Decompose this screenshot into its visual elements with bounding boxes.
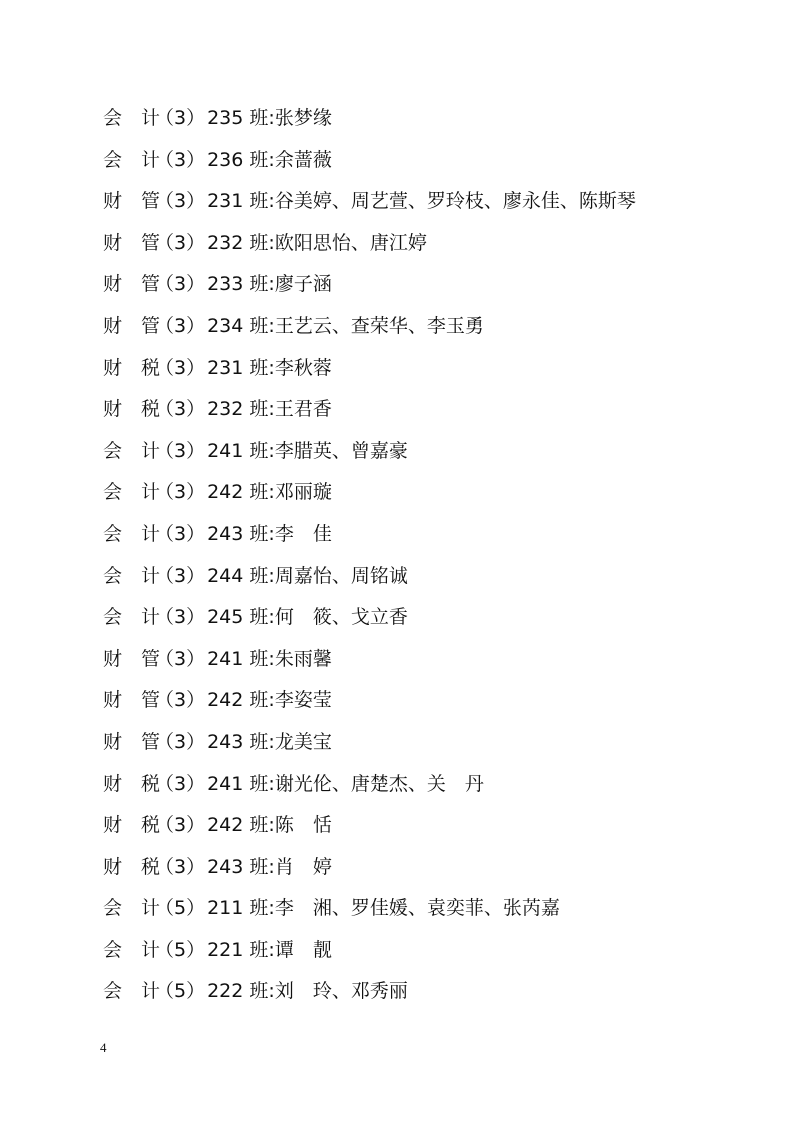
major-label: 会 计 <box>103 564 161 587</box>
list-item <box>103 140 743 182</box>
major-label: 财 税 <box>103 772 161 795</box>
list-item <box>103 431 743 473</box>
student-names: 王君香 <box>274 398 332 421</box>
student-names: 余蔷薇 <box>274 148 332 171</box>
student-names: 欧阳思怡、唐江婷 <box>274 231 427 254</box>
level-label: （3） <box>155 273 206 296</box>
class-label: 211 班: <box>207 897 275 920</box>
student-names: 谢光伦、唐楚杰、关 丹 <box>274 772 484 795</box>
list-item <box>103 181 743 223</box>
class-label: 244 班: <box>207 564 275 587</box>
list-item <box>103 264 743 306</box>
level-label: （3） <box>155 689 206 712</box>
list-item <box>103 472 743 514</box>
major-label: 财 税 <box>103 398 161 421</box>
list-item <box>103 389 743 431</box>
level-label: （3） <box>155 356 206 379</box>
class-label: 231 班: <box>207 356 275 379</box>
level-label: （3） <box>155 148 206 171</box>
level-label: （3） <box>155 107 206 129</box>
class-label: 245 班: <box>207 606 275 629</box>
level-label: （5） <box>155 938 206 961</box>
level-label: （3） <box>155 730 206 753</box>
major-label: 财 管 <box>103 689 161 712</box>
major-label: 会 计 <box>103 522 161 545</box>
level-label: （3） <box>155 522 206 545</box>
class-label: 242 班: <box>207 814 275 837</box>
major-label: 会 计 <box>103 938 161 961</box>
level-label: （3） <box>155 855 206 878</box>
major-label: 财 管 <box>103 314 161 337</box>
list-item <box>103 514 743 556</box>
level-label: （3） <box>155 314 206 337</box>
class-student-list <box>103 98 743 1013</box>
level-label: （3） <box>155 231 206 254</box>
class-label: 222 班: <box>207 980 275 1003</box>
student-names: 肖 婷 <box>274 855 332 878</box>
class-label: 234 班: <box>207 314 275 337</box>
major-label: 财 管 <box>103 647 161 670</box>
major-label: 会 计 <box>103 606 161 629</box>
level-label: （5） <box>155 897 206 920</box>
list-item <box>103 348 743 390</box>
student-names: 李 佳 <box>274 522 332 545</box>
student-names: 李 湘、罗佳媛、袁奕菲、张芮嘉 <box>274 897 560 920</box>
major-label: 会 计 <box>103 148 161 171</box>
class-label: 241 班: <box>207 647 275 670</box>
major-label: 财 税 <box>103 814 161 837</box>
major-label: 财 管 <box>103 273 161 296</box>
student-names: 李腊英、曾嘉豪 <box>274 439 408 462</box>
major-label: 会 计 <box>103 481 161 504</box>
level-label: （3） <box>155 398 206 421</box>
page-number: 4 <box>100 1040 107 1055</box>
level-label: （3） <box>155 564 206 587</box>
major-label: 财 管 <box>103 231 161 254</box>
class-label: 241 班: <box>207 439 275 462</box>
list-item <box>103 639 743 681</box>
list-item <box>103 847 743 889</box>
list-item <box>103 722 743 764</box>
class-label: 221 班: <box>207 938 275 961</box>
level-label: （3） <box>155 481 206 504</box>
level-label: （3） <box>155 439 206 462</box>
class-label: 241 班: <box>207 772 275 795</box>
student-names: 李秋蓉 <box>274 356 332 379</box>
major-label: 财 管 <box>103 190 161 213</box>
major-label: 会 计 <box>103 897 161 920</box>
student-names: 谷美婷、周艺萱、罗玲枝、廖永佳、陈斯琴 <box>274 190 636 213</box>
class-label: 235 班: <box>207 107 275 129</box>
class-label: 236 班: <box>207 148 275 171</box>
level-label: （3） <box>155 772 206 795</box>
list-item <box>103 556 743 598</box>
class-label: 243 班: <box>207 522 275 545</box>
list-item <box>103 223 743 265</box>
class-label: 242 班: <box>207 481 275 504</box>
major-label: 财 税 <box>103 855 161 878</box>
class-label: 232 班: <box>207 231 275 254</box>
list-item <box>103 306 743 348</box>
class-label: 242 班: <box>207 689 275 712</box>
level-label: （3） <box>155 190 206 213</box>
list-item <box>103 680 743 722</box>
student-names: 刘 玲、邓秀丽 <box>274 980 408 1003</box>
student-names: 周嘉怡、周铭诚 <box>274 564 408 587</box>
level-label: （5） <box>155 980 206 1003</box>
class-label: 243 班: <box>207 730 275 753</box>
student-names: 邓丽璇 <box>274 481 332 504</box>
list-item <box>103 971 743 1013</box>
major-label: 会 计 <box>103 980 161 1003</box>
class-label: 231 班: <box>207 190 275 213</box>
student-names: 李姿莹 <box>274 689 332 712</box>
level-label: （3） <box>155 814 206 837</box>
list-item <box>103 888 743 930</box>
level-label: （3） <box>155 647 206 670</box>
student-names: 何 筱、戈立香 <box>274 606 408 629</box>
student-names: 王艺云、查荣华、李玉勇 <box>274 314 484 337</box>
major-label: 财 管 <box>103 730 161 753</box>
major-label: 财 税 <box>103 356 161 379</box>
student-names: 张梦缘 <box>274 107 332 129</box>
list-item <box>103 764 743 806</box>
class-label: 232 班: <box>207 398 275 421</box>
list-item <box>103 597 743 639</box>
list-item <box>103 98 743 140</box>
class-label: 243 班: <box>207 855 275 878</box>
level-label: （3） <box>155 606 206 629</box>
major-label: 会 计 <box>103 107 161 129</box>
student-names: 陈 恬 <box>274 814 332 837</box>
student-names: 廖子涵 <box>274 273 332 296</box>
major-label: 会 计 <box>103 439 161 462</box>
student-names: 朱雨馨 <box>274 647 332 670</box>
class-label: 233 班: <box>207 273 275 296</box>
student-names: 谭 靓 <box>274 938 332 961</box>
list-item <box>103 930 743 972</box>
list-item <box>103 805 743 847</box>
student-names: 龙美宝 <box>274 730 332 753</box>
